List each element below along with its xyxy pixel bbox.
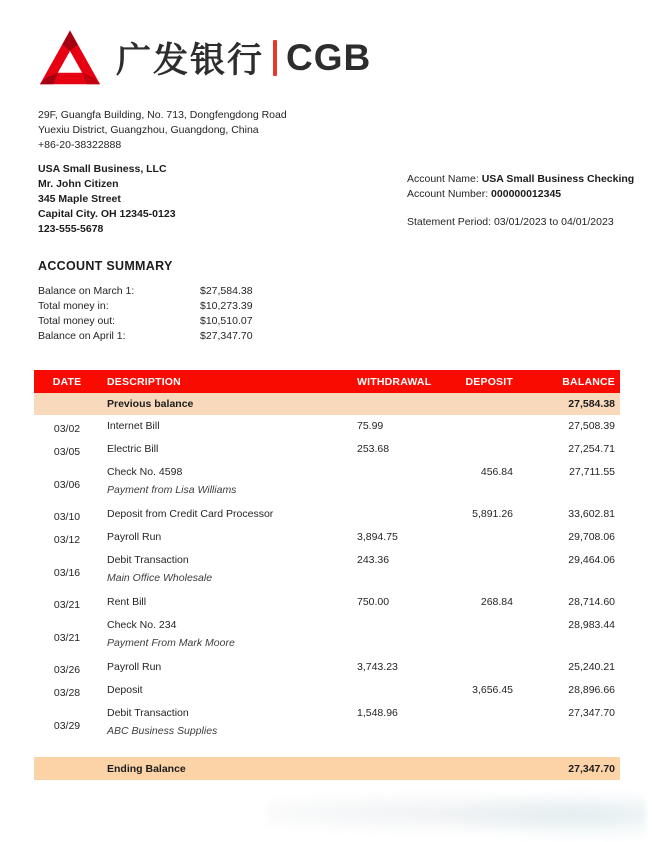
statement-period-line bbox=[407, 215, 634, 230]
transaction-description-cell bbox=[100, 619, 350, 650]
transaction-balance: 28,896.66 bbox=[568, 684, 615, 696]
transaction-deposit: 456.84 bbox=[480, 466, 513, 478]
transaction-row bbox=[34, 656, 620, 679]
header-description: DESCRIPTION bbox=[107, 375, 181, 388]
transactions-header-row bbox=[34, 370, 620, 393]
previous-balance-row bbox=[34, 393, 620, 415]
transaction-withdrawal: 243.36 bbox=[357, 554, 390, 566]
transaction-deposit: 3,656.45 bbox=[472, 684, 513, 696]
account-info-block bbox=[407, 172, 634, 230]
transaction-description: Debit Transaction bbox=[107, 707, 189, 719]
transaction-row bbox=[34, 438, 620, 461]
transaction-description: Deposit bbox=[107, 684, 143, 696]
transaction-note: ABC Business Supplies bbox=[107, 725, 218, 737]
transaction-withdrawal: 3,743.23 bbox=[357, 661, 398, 673]
summary-label: Balance on March 1: bbox=[38, 285, 135, 297]
transaction-date: 03/16 bbox=[53, 566, 81, 579]
header-date: DATE bbox=[52, 375, 82, 388]
transaction-date: 03/21 bbox=[53, 599, 81, 611]
transaction-description: Payroll Run bbox=[107, 531, 162, 543]
transaction-description: Check No. 234 bbox=[107, 619, 177, 631]
transaction-date: 03/02 bbox=[53, 423, 81, 435]
customer-city: Capital City. OH 12345-0123 bbox=[38, 208, 176, 220]
summary-row bbox=[38, 299, 652, 314]
transaction-balance: 27,508.39 bbox=[568, 420, 615, 432]
bank-address-line2: Yuexiu District, Guangzhou, Guangdong, China bbox=[38, 124, 259, 136]
summary-row bbox=[38, 314, 652, 329]
account-name-value: USA Small Business Checking bbox=[481, 173, 635, 185]
transaction-withdrawal: 1,548.96 bbox=[357, 707, 398, 719]
transaction-date: 03/28 bbox=[53, 687, 81, 699]
customer-name: Mr. John Citizen bbox=[38, 178, 119, 190]
summary-value: $10,510.07 bbox=[200, 315, 253, 327]
transaction-deposit: 5,891.26 bbox=[472, 508, 513, 520]
bank-name-abbreviation: CGB bbox=[286, 37, 372, 78]
statement-period-value: 03/01/2023 to 04/01/2023 bbox=[493, 216, 614, 228]
summary-row bbox=[38, 284, 652, 299]
transaction-description: Debit Transaction bbox=[107, 554, 189, 566]
transaction-balance: 27,254.71 bbox=[568, 443, 615, 455]
transaction-description-cell bbox=[100, 684, 350, 697]
transaction-balance: 27,711.55 bbox=[569, 466, 615, 478]
header-withdrawal: WITHDRAWAL bbox=[357, 375, 432, 388]
ending-balance-label: Ending Balance bbox=[107, 762, 186, 775]
transaction-withdrawal: 75.99 bbox=[357, 420, 384, 432]
transaction-description-cell bbox=[100, 420, 350, 433]
transaction-description-cell bbox=[100, 466, 350, 497]
logo-separator-bar bbox=[273, 40, 277, 76]
transactions-table bbox=[34, 370, 620, 780]
summary-value: $27,347.70 bbox=[200, 330, 253, 342]
transaction-deposit: 268.84 bbox=[480, 596, 513, 608]
transaction-description: Internet Bill bbox=[107, 420, 160, 432]
account-number-value: 000000012345 bbox=[491, 188, 562, 200]
transaction-note: Payment From Mark Moore bbox=[107, 637, 235, 649]
transaction-date: 03/29 bbox=[53, 719, 81, 732]
bank-logo-text bbox=[116, 33, 371, 83]
watermark-smudge bbox=[266, 786, 646, 840]
transaction-row bbox=[34, 702, 620, 744]
transaction-date: 03/26 bbox=[53, 664, 81, 676]
transaction-balance: 25,240.21 bbox=[568, 661, 615, 673]
customer-company: USA Small Business, LLC bbox=[38, 163, 167, 175]
header-deposit: DEPOSIT bbox=[465, 375, 513, 388]
transaction-withdrawal: 750.00 bbox=[357, 596, 390, 608]
customer-street: 345 Maple Street bbox=[38, 193, 121, 205]
transaction-note: Payment from Lisa Williams bbox=[107, 484, 237, 496]
previous-balance-label: Previous balance bbox=[107, 398, 194, 410]
bank-header bbox=[38, 26, 652, 90]
bank-address-block bbox=[38, 108, 652, 153]
transaction-row bbox=[34, 461, 620, 503]
transaction-row bbox=[34, 526, 620, 549]
summary-label: Total money out: bbox=[38, 315, 116, 327]
transaction-description: Payroll Run bbox=[107, 661, 162, 673]
transaction-description-cell bbox=[100, 661, 350, 674]
transaction-description: Rent Bill bbox=[107, 596, 147, 608]
transactions-body bbox=[34, 415, 620, 744]
account-number-line bbox=[407, 187, 634, 202]
transaction-date: 03/10 bbox=[53, 511, 81, 523]
account-summary-table bbox=[38, 284, 652, 344]
statement-period-label: Statement Period: bbox=[407, 216, 492, 228]
header-balance: BALANCE bbox=[562, 375, 615, 388]
transaction-date: 03/05 bbox=[53, 446, 81, 458]
bank-phone: +86-20-38322888 bbox=[38, 139, 122, 151]
summary-row bbox=[38, 329, 652, 344]
transaction-balance: 27,347.70 bbox=[568, 707, 615, 719]
transaction-row bbox=[34, 591, 620, 614]
transaction-description: Check No. 4598 bbox=[107, 466, 183, 478]
transaction-description-cell bbox=[100, 707, 350, 738]
summary-label: Total money in: bbox=[38, 300, 109, 312]
transaction-date: 03/06 bbox=[53, 478, 81, 491]
transaction-row bbox=[34, 614, 620, 656]
transaction-date: 03/21 bbox=[53, 631, 81, 644]
transaction-row bbox=[34, 549, 620, 591]
transaction-balance: 29,708.06 bbox=[568, 531, 615, 543]
transaction-row bbox=[34, 679, 620, 702]
summary-value: $27,584.38 bbox=[200, 285, 253, 297]
transaction-description: Deposit from Credit Card Processor bbox=[107, 508, 274, 520]
transaction-row bbox=[34, 415, 620, 438]
transaction-row bbox=[34, 503, 620, 526]
transaction-description-cell bbox=[100, 443, 350, 456]
summary-value: $10,273.39 bbox=[200, 300, 253, 312]
account-number-label: Account Number: bbox=[407, 188, 489, 200]
transaction-description: Electric Bill bbox=[107, 443, 159, 455]
transaction-note: Main Office Wholesale bbox=[107, 572, 213, 584]
account-name-line bbox=[407, 172, 634, 187]
transaction-balance: 29,464.06 bbox=[568, 554, 615, 566]
bank-address-line1: 29F, Guangfa Building, No. 713, Dongfengdong Road bbox=[38, 109, 287, 121]
transaction-description-cell bbox=[100, 596, 350, 609]
transaction-description-cell bbox=[100, 531, 350, 544]
account-name-label: Account Name: bbox=[407, 173, 479, 185]
transaction-description-cell bbox=[100, 554, 350, 585]
ending-balance-row bbox=[34, 757, 620, 780]
cgb-bank-logo-icon bbox=[38, 26, 102, 90]
transaction-description-cell bbox=[100, 508, 350, 521]
transaction-date: 03/12 bbox=[53, 534, 81, 546]
transaction-balance: 28,714.60 bbox=[568, 596, 615, 608]
summary-label: Balance on April 1: bbox=[38, 330, 126, 342]
bank-name-chinese: 广发银行 bbox=[116, 41, 265, 80]
ending-balance-value: 27,347.70 bbox=[568, 762, 615, 775]
transaction-withdrawal: 3,894.75 bbox=[357, 531, 398, 543]
customer-phone: 123-555-5678 bbox=[38, 223, 104, 235]
previous-balance-value: 27,584.38 bbox=[568, 398, 615, 410]
transaction-balance: 28,983.44 bbox=[568, 619, 615, 631]
transaction-withdrawal: 253.68 bbox=[357, 443, 390, 455]
transaction-balance: 33,602.81 bbox=[568, 508, 615, 520]
account-summary-title: ACCOUNT SUMMARY bbox=[38, 259, 173, 273]
